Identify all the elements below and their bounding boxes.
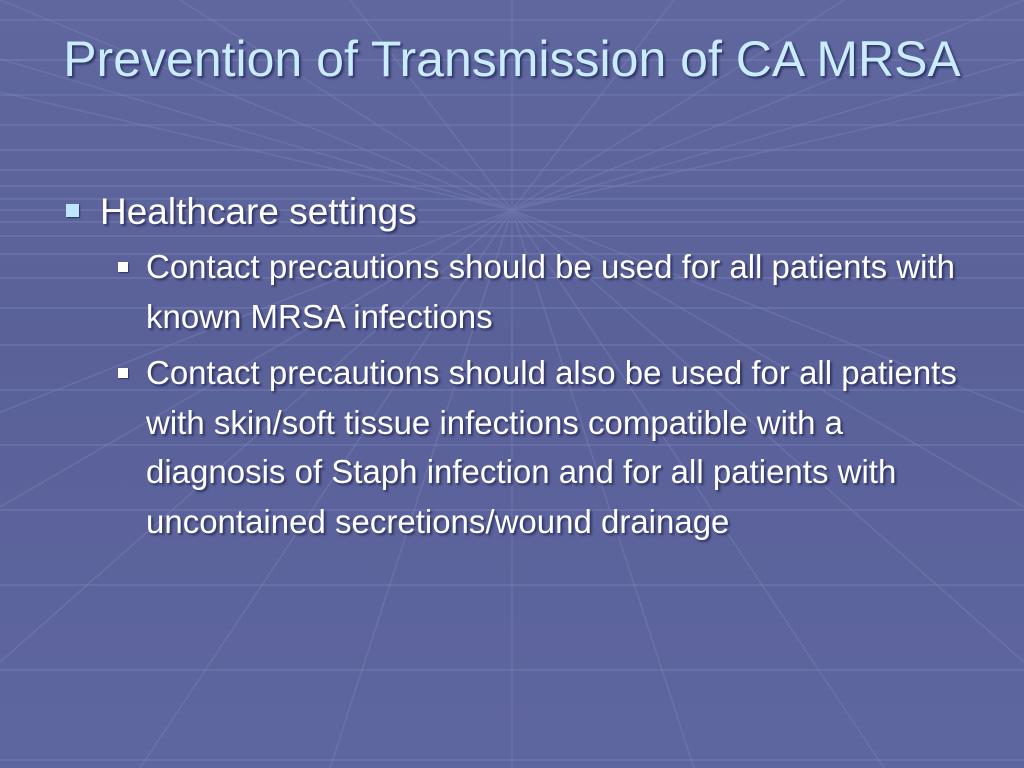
sub-bullet-list xyxy=(62,242,962,546)
square-bullet-icon xyxy=(118,368,128,378)
bullet-text: Healthcare settings xyxy=(100,191,417,232)
slide-body xyxy=(62,186,962,553)
bullet-level2 xyxy=(62,242,962,341)
sub-bullet-text: Contact precautions should also be used for all patients with skin/soft tissue infections compatible with a diagnosis of Staph infection and for all patients with uncontained secretions/wound drainage xyxy=(146,354,957,540)
square-bullet-icon xyxy=(66,204,79,217)
sub-bullet-text: Contact precautions should be used for all patients with known MRSA infections xyxy=(146,248,955,335)
square-bullet-icon xyxy=(118,262,128,272)
slide-title: Prevention of Transmission of CA MRSA xyxy=(63,31,961,87)
bullet-level1 xyxy=(62,186,962,238)
bullet-level2 xyxy=(62,348,962,546)
